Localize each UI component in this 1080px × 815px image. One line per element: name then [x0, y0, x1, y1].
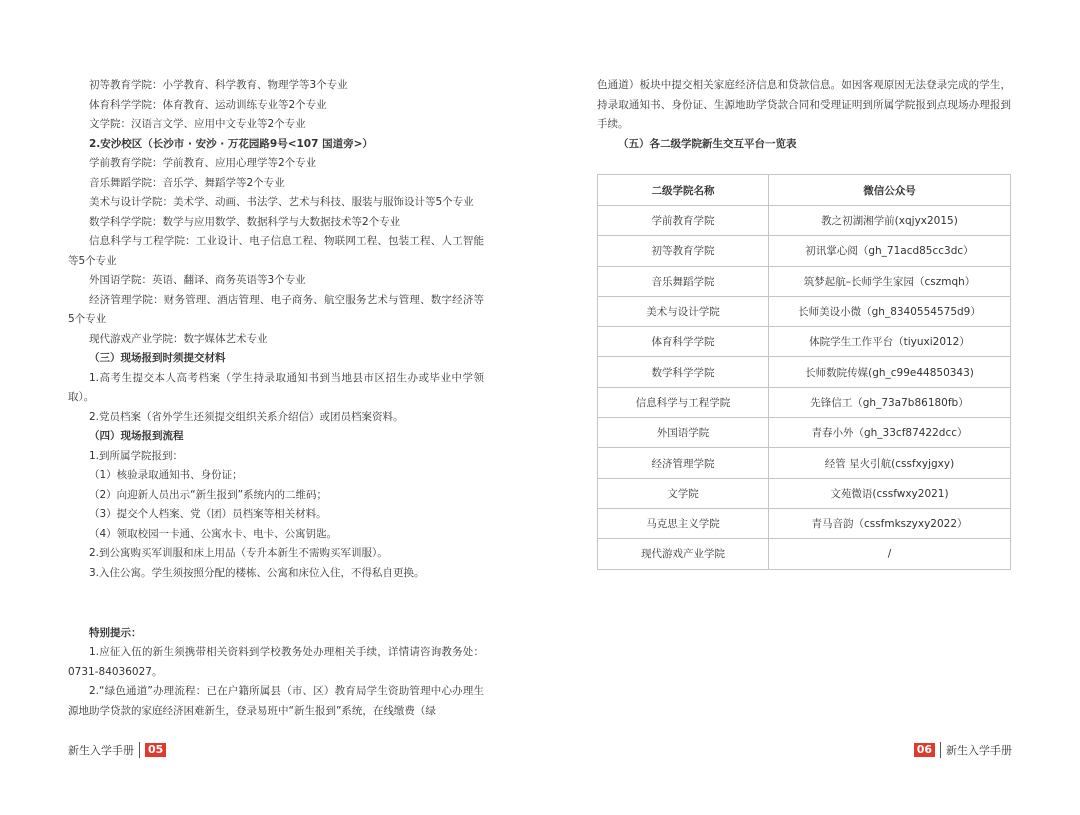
college-name-cell: 文学院	[598, 478, 769, 508]
college-name-cell: 信息科学与工程学院	[598, 387, 769, 417]
paragraph: 经济管理学院：财务管理、酒店管理、电子商务、航空服务艺术与管理、数字经济等5个专业	[68, 293, 484, 325]
right-footer	[914, 741, 1012, 759]
table-header-row	[598, 175, 1011, 206]
section-heading: （四）现场报到流程	[89, 430, 184, 442]
wechat-account-cell: 初讯掌心阅（gh_71acd85cc3dc）	[769, 236, 1011, 266]
paragraph: （1）核验录取通知书、身份证；	[89, 469, 243, 481]
footer-divider	[940, 742, 941, 758]
paragraph: （4）领取校园一卡通、公寓水卡、电卡、公寓钥匙。	[89, 527, 338, 540]
table-row	[598, 418, 1011, 448]
wechat-account-cell: 体院学生工作平台（tiyuxi2012）	[769, 327, 1011, 357]
paragraph: 信息科学与工程学院：工业设计、电子信息工程、物联网工程、包装工程、人工智能等5个专业	[68, 235, 484, 267]
paragraph: 现代游戏产业学院：数字媒体艺术专业	[89, 332, 268, 345]
college-name-cell: 数学科学学院	[598, 357, 769, 387]
platform-table	[597, 174, 1011, 570]
wechat-account-cell: 经管 星火引航(cssfxyjgxy)	[769, 448, 1011, 478]
paragraph: 文学院：汉语言文学、应用中文专业等2个专业	[89, 118, 306, 130]
paragraph: 体育科学学院：体育教育、运动训练专业等2个专业	[89, 98, 327, 111]
paragraph: 初等教育学院：小学教育、科学教育、物理学等3个专业	[89, 79, 348, 91]
table-row	[598, 206, 1011, 236]
wechat-account-cell: 筑梦起航–长师学生家园（cszmqh）	[769, 266, 1011, 296]
table-row	[598, 539, 1011, 569]
wechat-account-cell: 教之初湖湘学前(xqjyx2015)	[769, 206, 1011, 236]
section-heading: （五）各二级学院新生交互平台一览表	[618, 137, 797, 150]
college-name-cell: 音乐舞蹈学院	[598, 266, 769, 296]
table-row	[598, 478, 1011, 508]
paragraph: 1.到所属学院报到：	[89, 449, 184, 462]
table-row	[598, 296, 1011, 326]
paragraph: 外国语学院：英语、翻译、商务英语等3个专业	[89, 274, 306, 286]
table-header-wechat: 微信公众号	[769, 175, 1011, 206]
wechat-account-cell: 青春小外（gh_33cf87422dcc）	[769, 418, 1011, 448]
paragraph: 美术与设计学院：美术学、动画、书法学、艺术与科技、服装与服饰设计等5个专业	[89, 196, 474, 208]
table-row	[598, 266, 1011, 296]
section-heading: 2.安沙校区（长沙市 · 安沙 · 万花园路9号<107 国道旁>）	[89, 137, 373, 150]
section-heading: 特别提示：	[89, 626, 142, 639]
footer-divider	[139, 742, 140, 758]
table-row	[598, 327, 1011, 357]
college-name-cell: 现代游戏产业学院	[598, 539, 769, 569]
paragraph: 2.党员档案（省外学生还须提交组织关系介绍信）或团员档案资料。	[89, 410, 404, 423]
table-row	[598, 387, 1011, 417]
wechat-account-cell: 青马音韵（cssfmkszyxy2022）	[769, 508, 1011, 538]
footer-title: 新生入学手册	[68, 744, 134, 757]
footer-title: 新生入学手册	[946, 744, 1012, 757]
wechat-account-cell: 长师数院传媒(gh_c99e44850343)	[769, 357, 1011, 387]
paragraph: 1.应征入伍的新生须携带相关资料到学校教务处办理相关手续，详情请咨询教务处：0731-84036027。	[68, 646, 484, 678]
college-name-cell: 体育科学学院	[598, 327, 769, 357]
paragraph: 数学科学学院：数学与应用数学、数据科学与大数据技术等2个专业	[89, 215, 401, 228]
wechat-account-cell: 长师美设小微（gh_8340554575d9）	[769, 296, 1011, 326]
paragraph: （3）提交个人档案、党（团）员档案等相关材料。	[89, 508, 327, 520]
page-number: 06	[914, 743, 935, 757]
college-name-cell: 初等教育学院	[598, 236, 769, 266]
page-number: 05	[145, 743, 166, 757]
college-name-cell: 外国语学院	[598, 418, 769, 448]
left-page-body	[68, 76, 484, 721]
wechat-account-cell: 文苑微语(cssfwxy2021)	[769, 478, 1011, 508]
paragraph: 3.入住公寓。学生须按照分配的楼栋、公寓和床位入住，不得私自更换。	[89, 566, 425, 579]
wechat-account-cell: 先锋信工（gh_73a7b86180fb）	[769, 387, 1011, 417]
wechat-account-cell: /	[769, 539, 1011, 569]
table-row	[598, 236, 1011, 266]
section-heading: （三）现场报到时须提交材料	[89, 352, 226, 364]
paragraph: 2.“绿色通道”办理流程：已在户籍所属县（市、区）教育局学生资助管理中心办理生源地助学贷款的家庭经济困难新生，登录易班中“新生报到”系统，在线缴费（绿	[68, 685, 484, 717]
right-page	[540, 0, 1080, 815]
paragraph: （2）向迎新人员出示“新生报到”系统内的二维码；	[89, 488, 328, 501]
right-page-body	[597, 76, 1011, 154]
college-name-cell: 学前教育学院	[598, 206, 769, 236]
table-row	[598, 357, 1011, 387]
college-name-cell: 经济管理学院	[598, 448, 769, 478]
left-footer	[68, 741, 166, 759]
college-name-cell: 美术与设计学院	[598, 296, 769, 326]
paragraph: 2.到公寓购买军训服和床上用品（专升本新生不需购买军训服）。	[89, 547, 388, 559]
paragraph: 音乐舞蹈学院：音乐学、舞蹈学等2个专业	[89, 176, 285, 189]
college-name-cell: 马克思主义学院	[598, 508, 769, 538]
table-row	[598, 508, 1011, 538]
table-header-college: 二级学院名称	[598, 175, 769, 206]
table-row	[598, 448, 1011, 478]
paragraph: 学前教育学院：学前教育、应用心理学等2个专业	[89, 157, 317, 169]
paragraph: 色通道）板块中提交相关家庭经济信息和贷款信息。如因客观原因无法登录完成的学生，持录取通知书、身份证、生源地助学贷款合同和受理证明到所属学院报到点现场办理报到手续。	[597, 79, 1011, 130]
paragraph: 1.高考生提交本人高考档案（学生持录取通知书到当地县市区招生办或毕业中学领取）。	[68, 371, 484, 403]
table-body	[598, 206, 1011, 570]
spacer	[68, 594, 484, 614]
